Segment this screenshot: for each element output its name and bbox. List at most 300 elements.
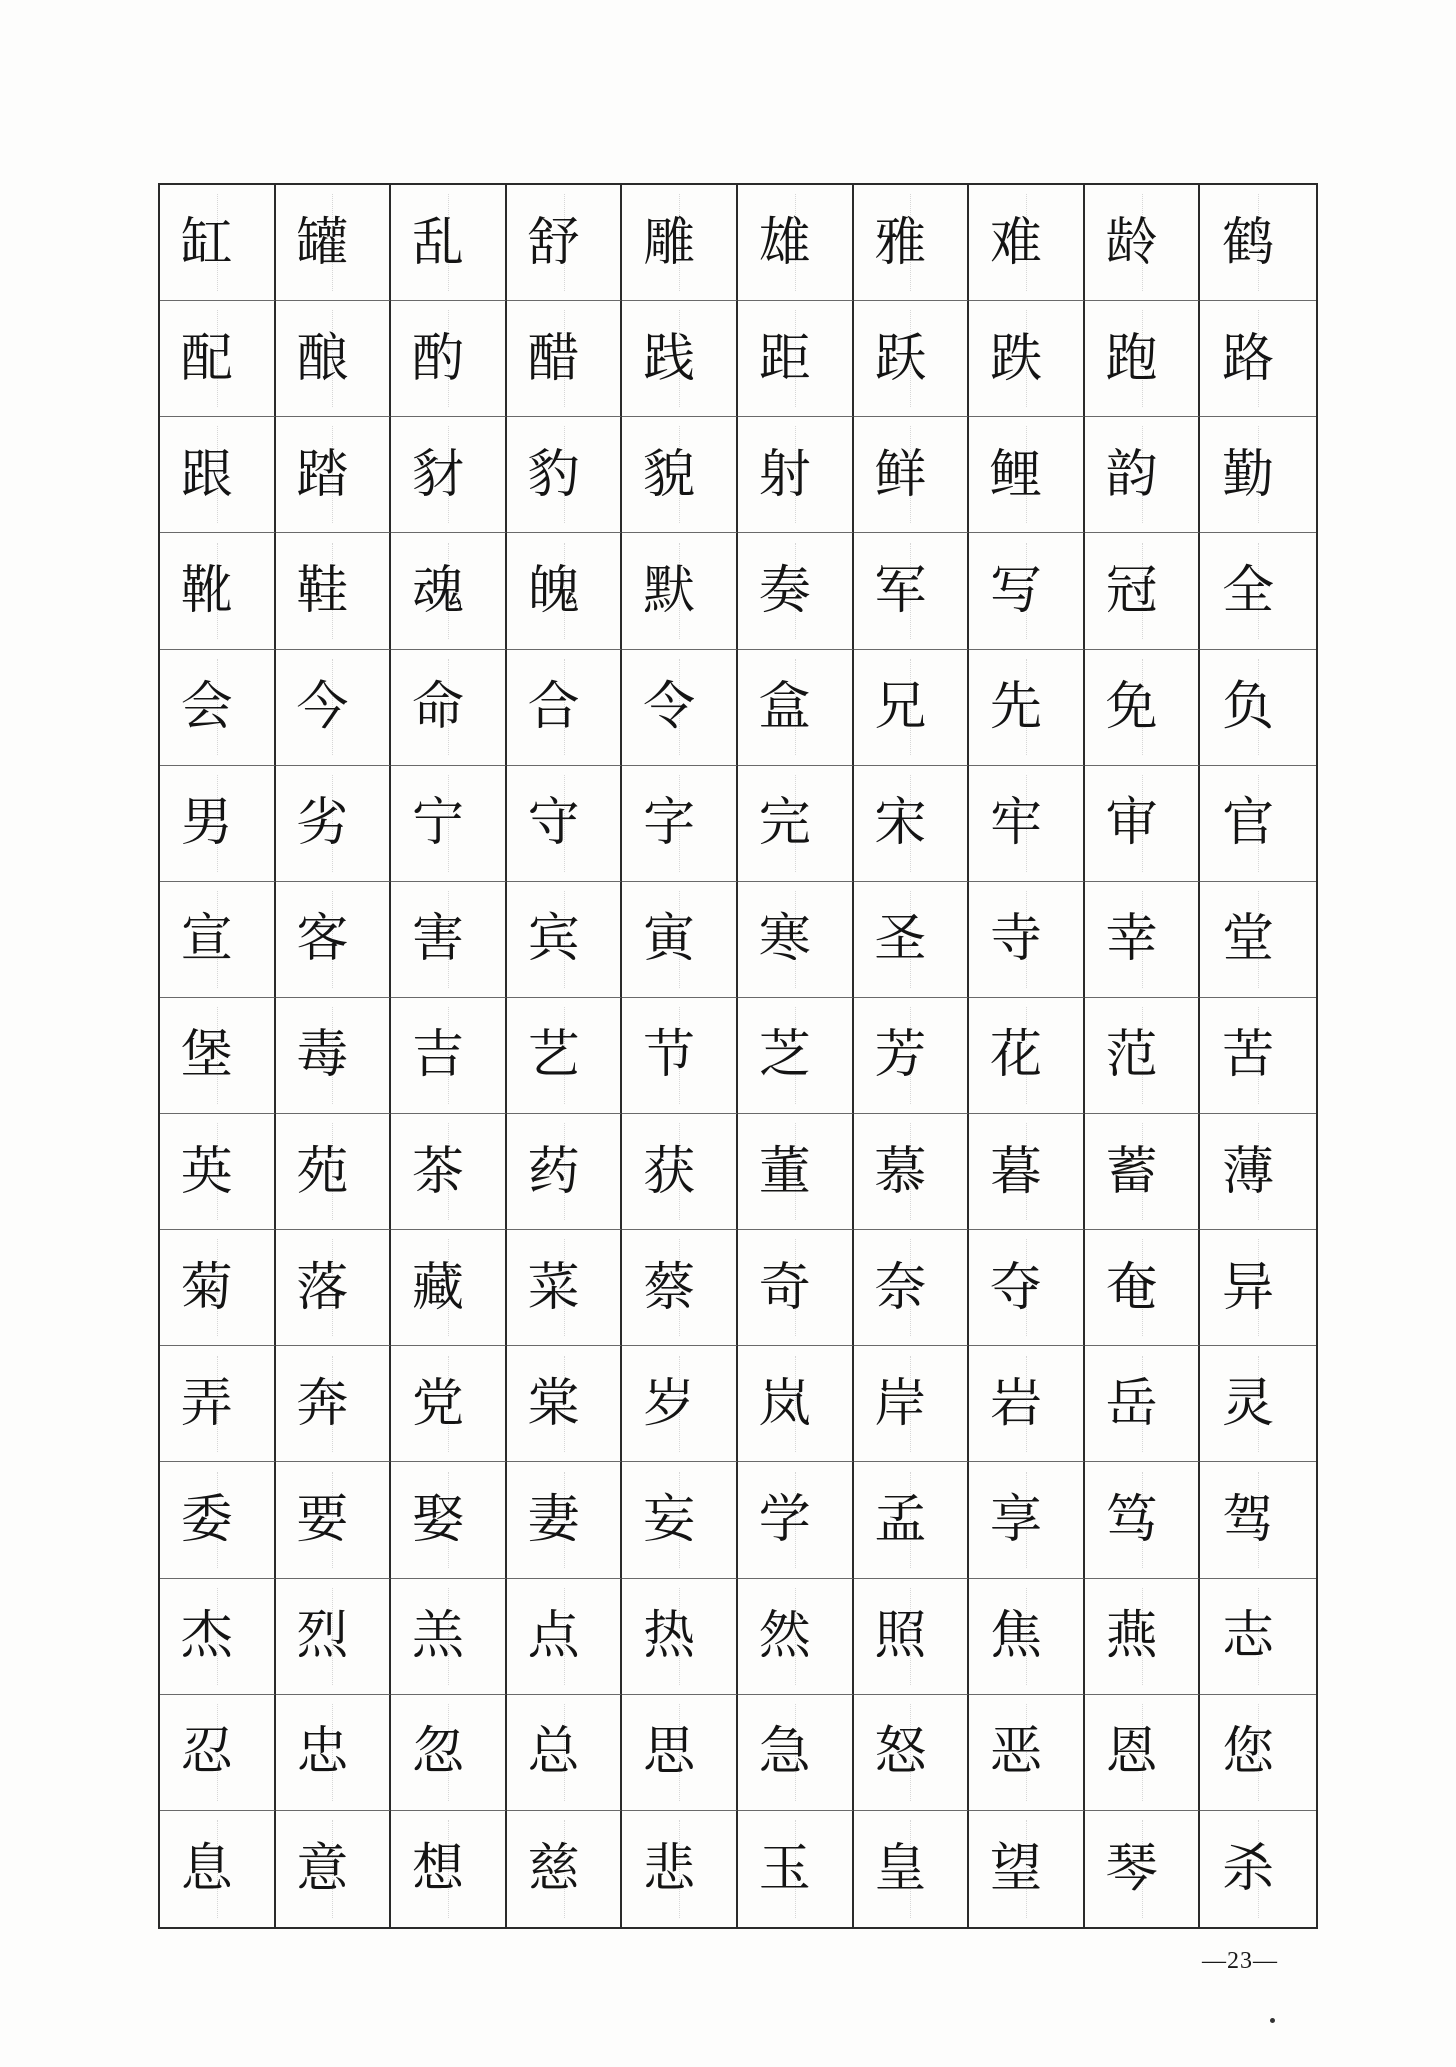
character: 慕	[874, 1141, 927, 1202]
grid-cell	[391, 650, 507, 766]
character: 宁	[411, 793, 464, 854]
character: 热	[643, 1606, 696, 1667]
character: 燕	[1105, 1606, 1158, 1667]
character: 皇	[874, 1838, 927, 1899]
grid-cell	[276, 882, 392, 998]
character: 照	[874, 1606, 927, 1667]
grid-cell	[1085, 185, 1201, 301]
character: 羔	[411, 1606, 464, 1667]
character: 男	[180, 793, 233, 854]
character: 跌	[989, 328, 1042, 389]
grid-cell	[854, 417, 970, 533]
character: 寺	[989, 909, 1042, 970]
character: 路	[1222, 328, 1275, 389]
grid-cell	[738, 882, 854, 998]
grid-cell	[969, 1230, 1085, 1346]
grid-cell	[160, 1462, 276, 1578]
character: 望	[989, 1838, 1042, 1899]
character: 杰	[180, 1606, 233, 1667]
character: 冠	[1105, 560, 1158, 621]
character: 堂	[1222, 909, 1275, 970]
character: 茶	[411, 1141, 464, 1202]
grid-cell	[738, 1114, 854, 1230]
grid-cell	[276, 998, 392, 1114]
character: 菜	[527, 1257, 580, 1318]
grid-cell	[969, 766, 1085, 882]
character-grid	[158, 183, 1318, 1929]
grid-cell	[276, 1579, 392, 1695]
character: 学	[758, 1490, 811, 1551]
character: 牢	[989, 793, 1042, 854]
grid-cell	[276, 1695, 392, 1811]
character: 花	[989, 1025, 1042, 1086]
character: 距	[758, 328, 811, 389]
character: 菊	[180, 1257, 233, 1318]
character: 命	[411, 677, 464, 738]
character: 岸	[874, 1373, 927, 1434]
character: 思	[643, 1722, 696, 1783]
character: 审	[1105, 793, 1158, 854]
character: 慈	[527, 1838, 580, 1899]
character: 药	[527, 1141, 580, 1202]
character: 暮	[989, 1141, 1042, 1202]
grid-cell	[969, 998, 1085, 1114]
character: 射	[758, 444, 811, 505]
character: 鲤	[989, 444, 1042, 505]
grid-cell	[391, 1114, 507, 1230]
grid-cell	[854, 882, 970, 998]
character: 默	[643, 560, 696, 621]
character: 魂	[411, 560, 464, 621]
character: 恶	[989, 1722, 1042, 1783]
grid-cell	[738, 301, 854, 417]
character: 军	[874, 560, 927, 621]
grid-cell	[854, 1695, 970, 1811]
character: 党	[411, 1373, 464, 1434]
character: 孟	[874, 1490, 927, 1551]
character: 忽	[411, 1722, 464, 1783]
character: 吉	[411, 1025, 464, 1086]
grid-cell	[507, 1462, 623, 1578]
grid-cell	[160, 1579, 276, 1695]
grid-cell	[969, 417, 1085, 533]
character: 豹	[527, 444, 580, 505]
grid-cell	[622, 1579, 738, 1695]
grid-cell	[969, 1462, 1085, 1578]
grid-cell	[622, 417, 738, 533]
grid-cell	[1200, 650, 1316, 766]
character: 守	[527, 793, 580, 854]
grid-cell	[969, 1346, 1085, 1462]
character: 然	[758, 1606, 811, 1667]
character: 寅	[643, 909, 696, 970]
grid-cell	[507, 998, 623, 1114]
character: 罐	[296, 212, 349, 273]
character: 雅	[874, 212, 927, 273]
grid-cell	[160, 1230, 276, 1346]
grid-cell	[854, 1579, 970, 1695]
character: 灵	[1222, 1373, 1275, 1434]
character: 会	[180, 677, 233, 738]
character: 笃	[1105, 1490, 1158, 1551]
character: 岩	[989, 1373, 1042, 1434]
grid-cell	[622, 533, 738, 649]
character: 字	[643, 793, 696, 854]
character: 范	[1105, 1025, 1158, 1086]
grid-cell	[276, 1811, 392, 1927]
character: 跑	[1105, 328, 1158, 389]
character: 践	[643, 328, 696, 389]
character: 貌	[643, 444, 696, 505]
character: 意	[296, 1838, 349, 1899]
character: 合	[527, 677, 580, 738]
grid-cell	[854, 533, 970, 649]
grid-cell	[160, 882, 276, 998]
character: 妻	[527, 1490, 580, 1551]
character: 缸	[180, 212, 233, 273]
character: 全	[1222, 560, 1275, 621]
grid-cell	[969, 650, 1085, 766]
character: 写	[989, 560, 1042, 621]
grid-cell	[854, 766, 970, 882]
character: 奄	[1105, 1257, 1158, 1318]
grid-cell	[738, 1811, 854, 1927]
grid-cell	[622, 766, 738, 882]
character: 芳	[874, 1025, 927, 1086]
grid-cell	[507, 766, 623, 882]
character: 悲	[643, 1838, 696, 1899]
grid-cell	[738, 1346, 854, 1462]
grid-cell	[160, 185, 276, 301]
grid-cell	[507, 650, 623, 766]
character: 藏	[411, 1257, 464, 1318]
grid-cell	[160, 1346, 276, 1462]
character: 鲜	[874, 444, 927, 505]
grid-cell	[507, 533, 623, 649]
character: 韵	[1105, 444, 1158, 505]
character: 酿	[296, 328, 349, 389]
character: 怒	[874, 1722, 927, 1783]
character: 醋	[527, 328, 580, 389]
grid-cell	[1085, 650, 1201, 766]
grid-cell	[1085, 1462, 1201, 1578]
character: 获	[643, 1141, 696, 1202]
character: 跃	[874, 328, 927, 389]
grid-cell	[1085, 1579, 1201, 1695]
grid-cell	[969, 1811, 1085, 1927]
grid-cell	[969, 1579, 1085, 1695]
grid-cell	[969, 301, 1085, 417]
grid-cell	[622, 185, 738, 301]
grid-cell	[507, 185, 623, 301]
grid-cell	[1085, 882, 1201, 998]
character: 奏	[758, 560, 811, 621]
grid-cell	[276, 185, 392, 301]
grid-cell	[391, 1695, 507, 1811]
character: 兄	[874, 677, 927, 738]
grid-cell	[1200, 1695, 1316, 1811]
grid-cell	[507, 1695, 623, 1811]
grid-cell	[1085, 998, 1201, 1114]
grid-cell	[622, 301, 738, 417]
grid-cell	[738, 1230, 854, 1346]
grid-cell	[969, 1114, 1085, 1230]
character: 官	[1222, 793, 1275, 854]
grid-cell	[622, 882, 738, 998]
character: 杀	[1222, 1838, 1275, 1899]
grid-cell	[854, 1811, 970, 1927]
grid-cell	[391, 766, 507, 882]
character: 夺	[989, 1257, 1042, 1318]
character: 龄	[1105, 212, 1158, 273]
character: 弄	[180, 1373, 233, 1434]
grid-cell	[854, 185, 970, 301]
grid-cell	[854, 1230, 970, 1346]
grid-cell	[1085, 417, 1201, 533]
grid-cell	[276, 1346, 392, 1462]
grid-cell	[1200, 1346, 1316, 1462]
grid-cell	[738, 650, 854, 766]
grid-cell	[1200, 417, 1316, 533]
grid-cell	[622, 1462, 738, 1578]
grid-cell	[160, 766, 276, 882]
grid-cell	[160, 1811, 276, 1927]
grid-cell	[391, 185, 507, 301]
grid-cell	[1200, 533, 1316, 649]
scan-speck	[1270, 2018, 1275, 2023]
character: 急	[758, 1722, 811, 1783]
grid-cell	[160, 650, 276, 766]
grid-cell	[507, 1346, 623, 1462]
grid-cell	[276, 533, 392, 649]
character: 免	[1105, 677, 1158, 738]
character: 令	[643, 677, 696, 738]
grid-cell	[738, 766, 854, 882]
character: 要	[296, 1490, 349, 1551]
grid-cell	[391, 1811, 507, 1927]
grid-cell	[507, 417, 623, 533]
grid-cell	[969, 533, 1085, 649]
character: 忠	[296, 1722, 349, 1783]
grid-cell	[1085, 1695, 1201, 1811]
grid-cell	[969, 185, 1085, 301]
character: 完	[758, 793, 811, 854]
character: 点	[527, 1606, 580, 1667]
grid-cell	[1085, 1230, 1201, 1346]
grid-cell	[622, 998, 738, 1114]
character: 配	[180, 328, 233, 389]
character: 娶	[411, 1490, 464, 1551]
character: 妄	[643, 1490, 696, 1551]
character: 奔	[296, 1373, 349, 1434]
character: 豺	[411, 444, 464, 505]
character: 奈	[874, 1257, 927, 1318]
character: 薄	[1222, 1141, 1275, 1202]
character: 鹤	[1222, 212, 1275, 273]
character: 想	[411, 1838, 464, 1899]
grid-cell	[738, 1695, 854, 1811]
character: 先	[989, 677, 1042, 738]
grid-cell	[1085, 301, 1201, 417]
grid-cell	[160, 1114, 276, 1230]
grid-cell	[507, 1811, 623, 1927]
character: 烈	[296, 1606, 349, 1667]
character: 魄	[527, 560, 580, 621]
grid-cell	[1200, 1811, 1316, 1927]
character: 宋	[874, 793, 927, 854]
character: 宣	[180, 909, 233, 970]
character: 劣	[296, 793, 349, 854]
grid-cell	[738, 417, 854, 533]
grid-cell	[391, 301, 507, 417]
grid-cell	[391, 1579, 507, 1695]
grid-cell	[276, 1230, 392, 1346]
grid-cell	[738, 998, 854, 1114]
grid-cell	[391, 1346, 507, 1462]
character: 棠	[527, 1373, 580, 1434]
character: 害	[411, 909, 464, 970]
character: 蔡	[643, 1257, 696, 1318]
grid-cell	[622, 1114, 738, 1230]
grid-cell	[1085, 533, 1201, 649]
grid-cell	[160, 301, 276, 417]
grid-cell	[507, 1579, 623, 1695]
grid-cell	[391, 1230, 507, 1346]
grid-cell	[1200, 185, 1316, 301]
character: 跟	[180, 444, 233, 505]
character: 苑	[296, 1141, 349, 1202]
grid-cell	[622, 1230, 738, 1346]
grid-cell	[507, 1230, 623, 1346]
grid-cell	[1085, 1114, 1201, 1230]
character: 岳	[1105, 1373, 1158, 1434]
character: 勤	[1222, 444, 1275, 505]
grid-cell	[276, 650, 392, 766]
grid-cell	[1200, 1462, 1316, 1578]
character: 靴	[180, 560, 233, 621]
grid-cell	[1085, 766, 1201, 882]
grid-cell	[391, 1462, 507, 1578]
grid-cell	[1200, 1114, 1316, 1230]
character: 岁	[643, 1373, 696, 1434]
grid-cell	[622, 1346, 738, 1462]
grid-cell	[1200, 1230, 1316, 1346]
grid-cell	[391, 533, 507, 649]
grid-cell	[1200, 998, 1316, 1114]
character: 宾	[527, 909, 580, 970]
character: 毒	[296, 1025, 349, 1086]
character: 董	[758, 1141, 811, 1202]
grid-cell	[622, 1811, 738, 1927]
grid-cell	[738, 1579, 854, 1695]
character: 落	[296, 1257, 349, 1318]
grid-cell	[622, 1695, 738, 1811]
grid-cell	[507, 301, 623, 417]
grid-cell	[391, 882, 507, 998]
grid-cell	[969, 882, 1085, 998]
page-number: —23—	[1202, 1948, 1278, 1974]
grid-cell	[622, 650, 738, 766]
grid-cell	[854, 1462, 970, 1578]
character: 舒	[527, 212, 580, 273]
character: 堡	[180, 1025, 233, 1086]
character: 您	[1222, 1722, 1275, 1783]
character: 恩	[1105, 1722, 1158, 1783]
grid-cell	[276, 1462, 392, 1578]
character: 息	[180, 1838, 233, 1899]
grid-cell	[160, 1695, 276, 1811]
character: 忍	[180, 1722, 233, 1783]
grid-cell	[160, 998, 276, 1114]
grid-cell	[1200, 882, 1316, 998]
character: 玉	[758, 1838, 811, 1899]
character: 苦	[1222, 1025, 1275, 1086]
character: 异	[1222, 1257, 1275, 1318]
character: 幸	[1105, 909, 1158, 970]
grid-cell	[276, 1114, 392, 1230]
character: 雄	[758, 212, 811, 273]
grid-cell	[276, 301, 392, 417]
grid-cell	[391, 998, 507, 1114]
character: 总	[527, 1722, 580, 1783]
grid-cell	[854, 1114, 970, 1230]
grid-cell	[854, 301, 970, 417]
character: 志	[1222, 1606, 1275, 1667]
character: 琴	[1105, 1838, 1158, 1899]
character: 今	[296, 677, 349, 738]
grid-cell	[854, 650, 970, 766]
character: 寒	[758, 909, 811, 970]
character: 芝	[758, 1025, 811, 1086]
character: 乱	[411, 212, 464, 273]
grid-cell	[738, 533, 854, 649]
character: 雕	[643, 212, 696, 273]
grid-cell	[507, 882, 623, 998]
grid-cell	[854, 998, 970, 1114]
character: 艺	[527, 1025, 580, 1086]
character: 负	[1222, 677, 1275, 738]
grid-cell	[276, 766, 392, 882]
grid-cell	[1085, 1346, 1201, 1462]
grid-cell	[391, 417, 507, 533]
character: 英	[180, 1141, 233, 1202]
character: 委	[180, 1490, 233, 1551]
character: 岚	[758, 1373, 811, 1434]
grid-cell	[1200, 766, 1316, 882]
grid-cell	[1085, 1811, 1201, 1927]
grid-cell	[854, 1346, 970, 1462]
character: 驾	[1222, 1490, 1275, 1551]
grid-cell	[276, 417, 392, 533]
character: 节	[643, 1025, 696, 1086]
grid-cell	[160, 533, 276, 649]
grid-cell	[1200, 1579, 1316, 1695]
character: 焦	[989, 1606, 1042, 1667]
grid-cell	[507, 1114, 623, 1230]
character: 享	[989, 1490, 1042, 1551]
character: 酌	[411, 328, 464, 389]
grid-cell	[969, 1695, 1085, 1811]
grid-cell	[1200, 301, 1316, 417]
grid-cell	[738, 185, 854, 301]
grid-cell	[738, 1462, 854, 1578]
character: 蓄	[1105, 1141, 1158, 1202]
character: 圣	[874, 909, 927, 970]
character: 踏	[296, 444, 349, 505]
character: 鞋	[296, 560, 349, 621]
character: 奇	[758, 1257, 811, 1318]
character: 盒	[758, 677, 811, 738]
